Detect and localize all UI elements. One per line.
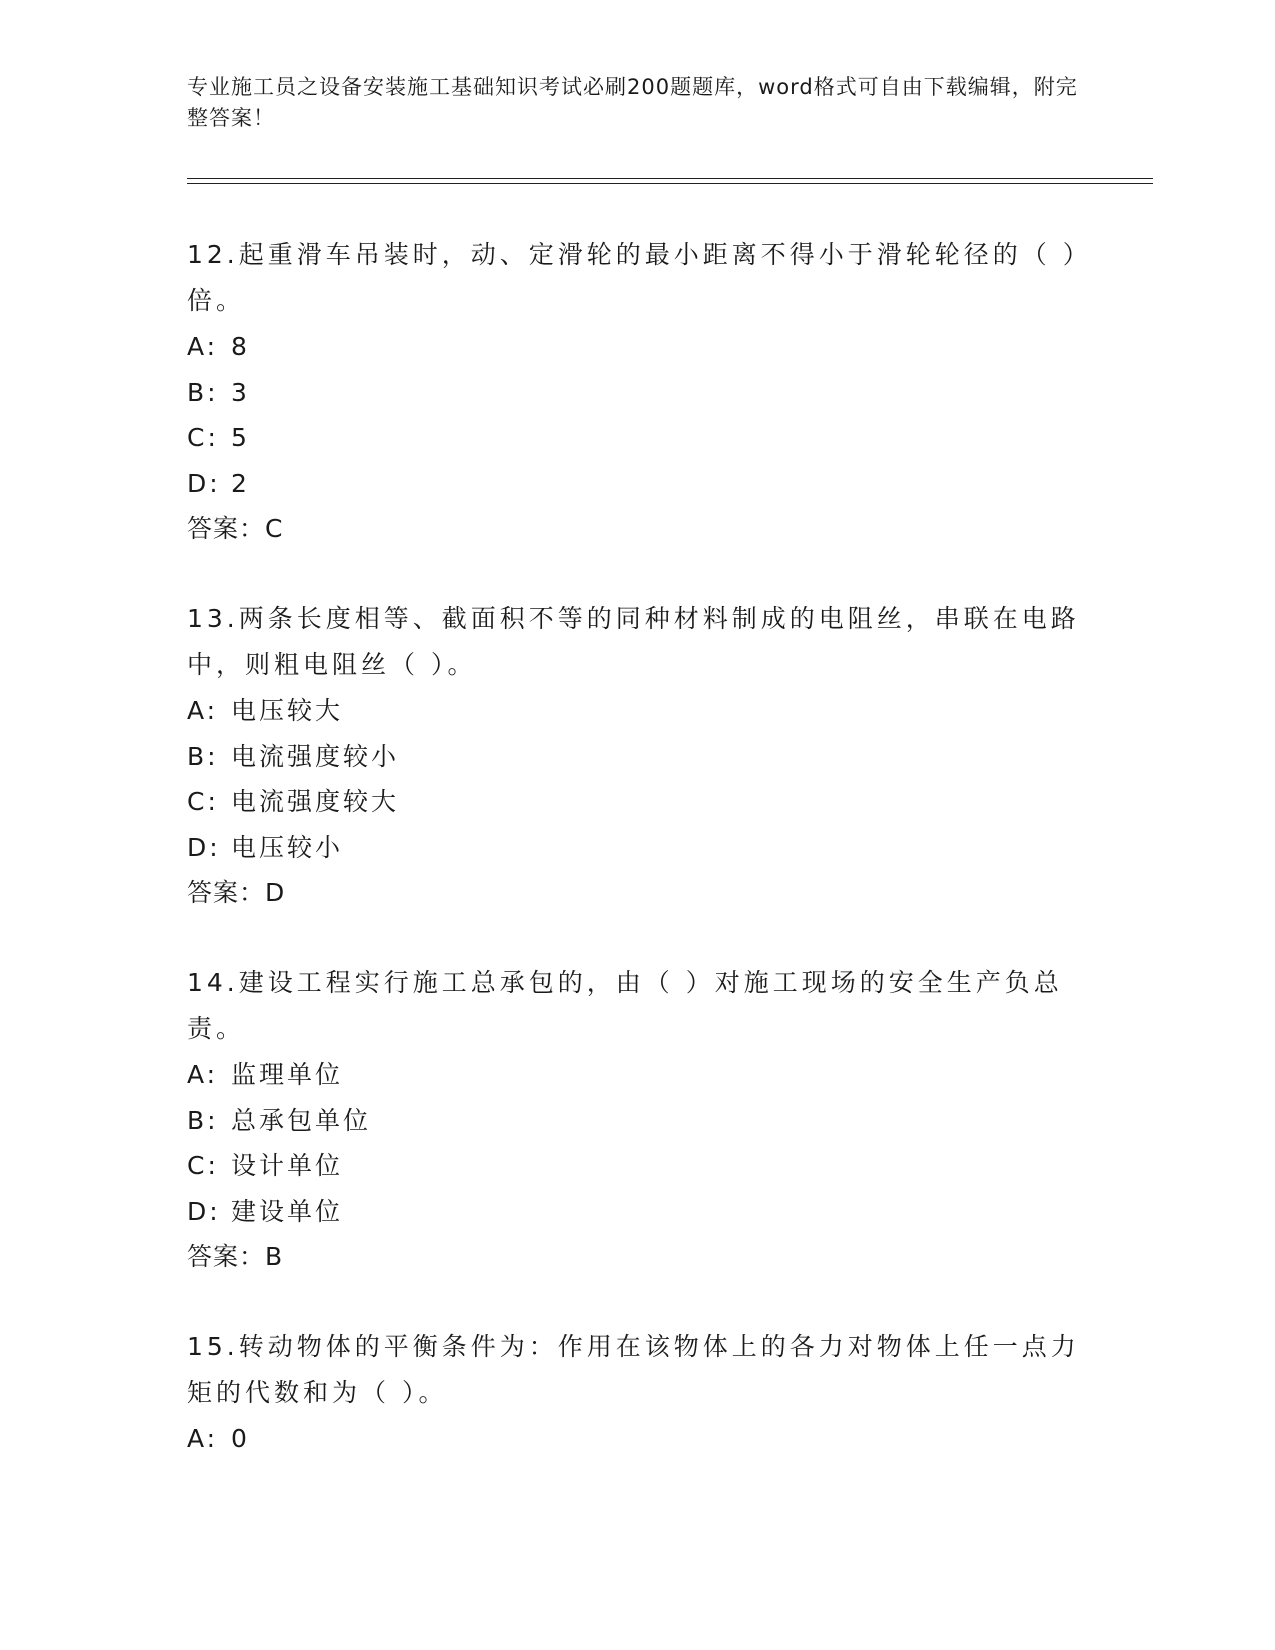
question-text: 14.建设工程实行施工总承包的，由（ ）对施工现场的安全生产负总责。 <box>187 968 1063 1043</box>
option-letter: A: <box>187 696 219 725</box>
answer-label: 答案： <box>187 878 266 907</box>
option-letter: D: <box>187 1196 221 1226</box>
document-header <box>187 72 1087 134</box>
option-c <box>187 415 1087 461</box>
option-text: 设计单位 <box>231 1151 344 1180</box>
option-letter: D: <box>187 832 221 862</box>
option-d <box>187 461 1087 507</box>
answer-label: 答案： <box>187 1242 266 1271</box>
question-12 <box>187 232 1087 552</box>
question-15 <box>187 1324 1087 1462</box>
option-b <box>187 1098 1087 1144</box>
option-text: 3 <box>231 377 250 407</box>
answer-line <box>187 1234 1087 1280</box>
option-text: 电压较小 <box>231 832 344 862</box>
answer-line <box>187 506 1087 552</box>
option-letter: B: <box>187 1105 219 1135</box>
answer-value: D <box>265 878 286 907</box>
option-b <box>187 370 1087 416</box>
option-text: 总承包单位 <box>231 1105 372 1135</box>
option-text: 5 <box>231 423 250 452</box>
option-text: 建设单位 <box>231 1196 344 1226</box>
question-14 <box>187 960 1087 1280</box>
option-b <box>187 734 1087 780</box>
option-letter: B: <box>187 377 219 407</box>
document-title: 专业施工员之设备安装施工基础知识考试必刷200题题库，word格式可自由下载编辑，附完整答案！ <box>187 75 1078 130</box>
answer-value: B <box>265 1242 284 1271</box>
option-letter: D: <box>187 468 221 498</box>
option-d <box>187 825 1087 871</box>
option-a <box>187 1416 1087 1462</box>
header-divider-top <box>187 178 1153 179</box>
option-text: 电流强度较小 <box>231 741 400 771</box>
option-letter: C: <box>187 423 219 452</box>
option-text: 监理单位 <box>231 1060 344 1089</box>
option-d <box>187 1189 1087 1235</box>
option-a <box>187 1052 1087 1098</box>
option-letter: A: <box>187 1060 219 1089</box>
header-divider-bottom <box>187 183 1153 184</box>
option-c <box>187 1143 1087 1189</box>
option-letter: B: <box>187 741 219 771</box>
option-letter: C: <box>187 787 219 816</box>
option-text: 8 <box>231 332 250 361</box>
option-text: 2 <box>231 468 250 498</box>
option-text: 电压较大 <box>231 696 344 725</box>
option-text: 电流强度较大 <box>231 787 400 816</box>
option-a <box>187 688 1087 734</box>
option-text: 0 <box>231 1424 250 1453</box>
option-letter: A: <box>187 1424 219 1453</box>
option-letter: A: <box>187 332 219 361</box>
question-text: 15.转动物体的平衡条件为：作用在该物体上的各力对物体上任一点力矩的代数和为（ ）。 <box>187 1332 1080 1407</box>
option-letter: C: <box>187 1151 219 1180</box>
option-a <box>187 324 1087 370</box>
answer-value: C <box>265 514 284 543</box>
answer-line <box>187 870 1087 916</box>
question-13 <box>187 596 1087 916</box>
option-c <box>187 779 1087 825</box>
question-text: 13.两条长度相等、截面积不等的同种材料制成的电阻丝，串联在电路中，则粗电阻丝（ ）。 <box>187 604 1080 679</box>
answer-label: 答案： <box>187 514 266 543</box>
question-text: 12.起重滑车吊装时，动、定滑轮的最小距离不得小于滑轮轮径的（ ）倍。 <box>187 240 1080 315</box>
